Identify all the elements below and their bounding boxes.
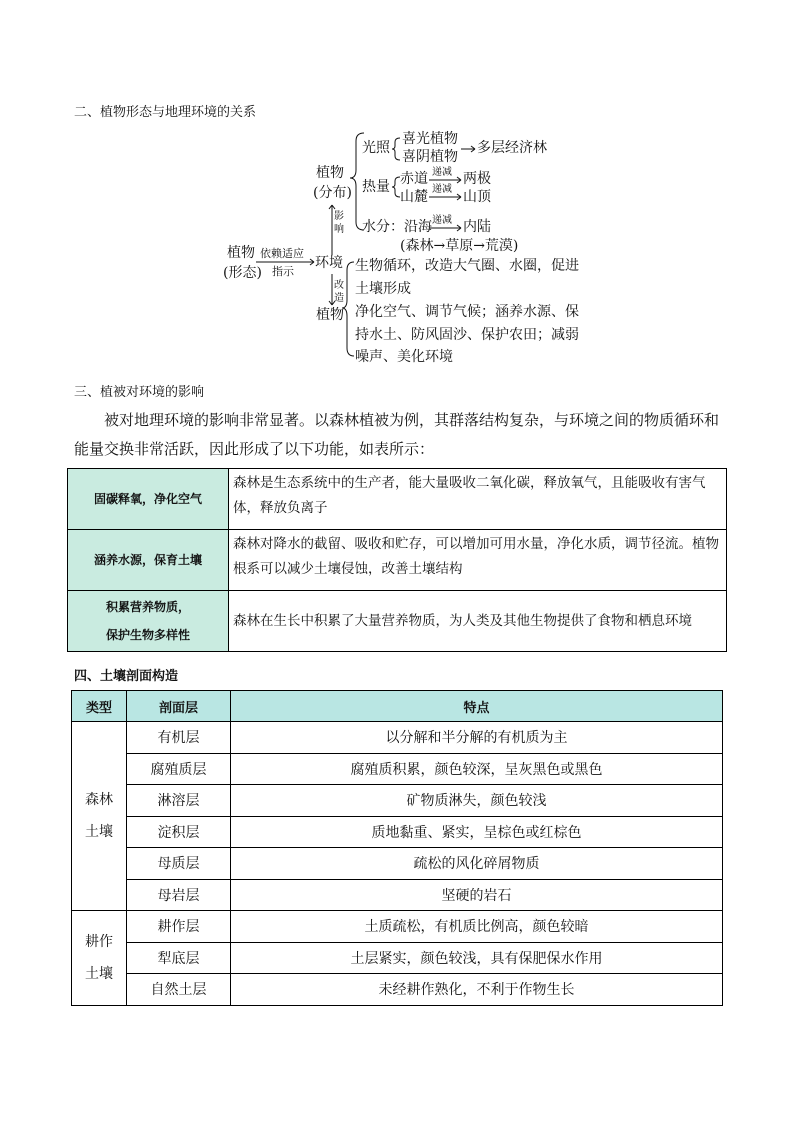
modify-line-4: 持水土、防风固沙、保护农田；减弱 bbox=[355, 327, 579, 343]
light-label: 光照 bbox=[362, 140, 390, 156]
table-row bbox=[68, 591, 727, 652]
table-row bbox=[68, 469, 727, 530]
function-label-line-2: 保护生物多样性 bbox=[105, 628, 190, 642]
layer-name: 母质层 bbox=[127, 848, 231, 880]
adapt-label: 依赖适应 bbox=[260, 247, 304, 260]
function-label: 固碳释氧，净化空气 bbox=[68, 469, 229, 530]
section-heading-4: 四、土壤剖面构造 bbox=[74, 669, 179, 684]
table-row bbox=[72, 974, 723, 1006]
layer-name: 自然土层 bbox=[127, 974, 231, 1006]
forest-type-line-1: 森林 bbox=[85, 792, 113, 808]
table-row bbox=[72, 753, 723, 785]
table-row bbox=[72, 816, 723, 848]
indicate-label: 指示 bbox=[272, 265, 294, 278]
layer-name: 母岩层 bbox=[127, 879, 231, 911]
equator-label: 赤道 bbox=[400, 171, 428, 187]
function-label: 涵养水源，保育土壤 bbox=[68, 530, 229, 591]
influence-label: 影响 bbox=[334, 211, 344, 235]
header-feature: 特点 bbox=[231, 691, 723, 722]
function-label-line-1: 积累营养物质， bbox=[105, 600, 190, 614]
table-row bbox=[72, 722, 723, 754]
layer-feature: 未经耕作熟化，不利于作物生长 bbox=[231, 974, 723, 1006]
layer-feature: 质地黏重、紧实，呈棕色或红棕色 bbox=[231, 816, 723, 848]
modify-line-5: 噪声、美化环境 bbox=[355, 349, 453, 365]
forest-type-line-2: 土壤 bbox=[85, 824, 113, 840]
function-description: 森林是生态系统中的生产者，能大量吸收二氧化碳，释放氧气，且能吸收有害气体，释放负离子 bbox=[229, 469, 727, 530]
water-label: 水分：沿海 bbox=[362, 219, 432, 235]
forest-function-table bbox=[67, 468, 727, 652]
forest-soil-type bbox=[72, 722, 127, 911]
table-row bbox=[68, 530, 727, 591]
heat-label: 热量 bbox=[362, 179, 390, 195]
function-description: 森林在生长中积累了大量营养物质，为人类及其他生物提供了食物和栖息环境 bbox=[229, 591, 727, 652]
modify-label: 改造 bbox=[334, 280, 344, 304]
section-heading-2: 二、植物形态与地理环境的关系 bbox=[74, 105, 257, 120]
soil-profile-table bbox=[71, 690, 723, 1006]
plant-distribution-label: 植物 bbox=[316, 165, 344, 181]
vegetation-sequence-label: (森林→草原→荒漠) bbox=[400, 238, 519, 254]
layer-name: 淀积层 bbox=[127, 816, 231, 848]
section-heading-3: 三、植被对环境的影响 bbox=[74, 385, 205, 400]
heliophyte-label: 喜光植物 bbox=[402, 131, 458, 147]
layer-feature: 疏松的风化碎屑物质 bbox=[231, 848, 723, 880]
diagram-lines bbox=[0, 0, 794, 380]
plant-environment-diagram bbox=[0, 0, 794, 380]
farm-type-line-1: 耕作 bbox=[85, 933, 113, 950]
summit-label: 山顶 bbox=[463, 189, 491, 205]
farm-type-line-2: 土壤 bbox=[85, 965, 113, 982]
table-header-row bbox=[72, 691, 723, 722]
inland-label: 内陆 bbox=[463, 219, 491, 235]
poles-label: 两极 bbox=[463, 171, 491, 187]
layer-feature: 土质疏松，有机质比例高，颜色较暗 bbox=[231, 911, 723, 943]
layer-feature: 坚硬的岩石 bbox=[231, 879, 723, 911]
foothill-label: 山麓 bbox=[400, 189, 428, 205]
distribution-label: (分布) bbox=[313, 185, 352, 201]
multilayer-forest-label: 多层经济林 bbox=[477, 140, 547, 156]
layer-name: 耕作层 bbox=[127, 911, 231, 943]
function-label bbox=[68, 591, 229, 652]
table-row bbox=[72, 785, 723, 817]
environment-label: 环境 bbox=[315, 255, 343, 271]
decrease-label-2: 递减 bbox=[432, 184, 452, 195]
decrease-label-1: 递减 bbox=[432, 167, 452, 178]
layer-name: 淋溶层 bbox=[127, 785, 231, 817]
table-row bbox=[72, 879, 723, 911]
decrease-label-3: 递减 bbox=[432, 215, 452, 226]
table-row bbox=[72, 911, 723, 943]
layer-name: 犁底层 bbox=[127, 942, 231, 974]
form-label: (形态) bbox=[223, 265, 262, 281]
modify-line-1: 生物循环，改造大气圈、水圈，促进 bbox=[355, 258, 579, 274]
plant-label: 植物 bbox=[227, 245, 255, 261]
layer-name: 腐殖质层 bbox=[127, 753, 231, 785]
layer-feature: 腐殖质积累，颜色较深，呈灰黑色或黑色 bbox=[231, 753, 723, 785]
layer-feature: 土层紧实，颜色较浅，具有保肥保水作用 bbox=[231, 942, 723, 974]
modify-line-3: 净化空气、调节气候；涵养水源、保 bbox=[355, 304, 579, 320]
plant-modify-label: 植物 bbox=[316, 307, 344, 323]
modify-line-2: 土壤形成 bbox=[355, 281, 411, 297]
header-type: 类型 bbox=[72, 691, 127, 722]
vegetation-paragraph: 被对地理环境的影响非常显著。以森林植被为例，其群落结构复杂，与环境之间的物质循环和能量交换非常活跃，因此形成了以下功能，如表所示： bbox=[74, 411, 720, 458]
sciophyte-label: 喜阴植物 bbox=[402, 149, 458, 165]
layer-feature: 以分解和半分解的有机质为主 bbox=[231, 722, 723, 754]
farm-soil-type bbox=[72, 911, 127, 1006]
layer-feature: 矿物质淋失，颜色较浅 bbox=[231, 785, 723, 817]
layer-name: 有机层 bbox=[127, 722, 231, 754]
table-row bbox=[72, 942, 723, 974]
header-layer: 剖面层 bbox=[127, 691, 231, 722]
function-description: 森林对降水的截留、吸收和贮存，可以增加可用水量，净化水质，调节径流。植物根系可以减少土壤侵蚀，改善土壤结构 bbox=[229, 530, 727, 591]
table-row bbox=[72, 848, 723, 880]
